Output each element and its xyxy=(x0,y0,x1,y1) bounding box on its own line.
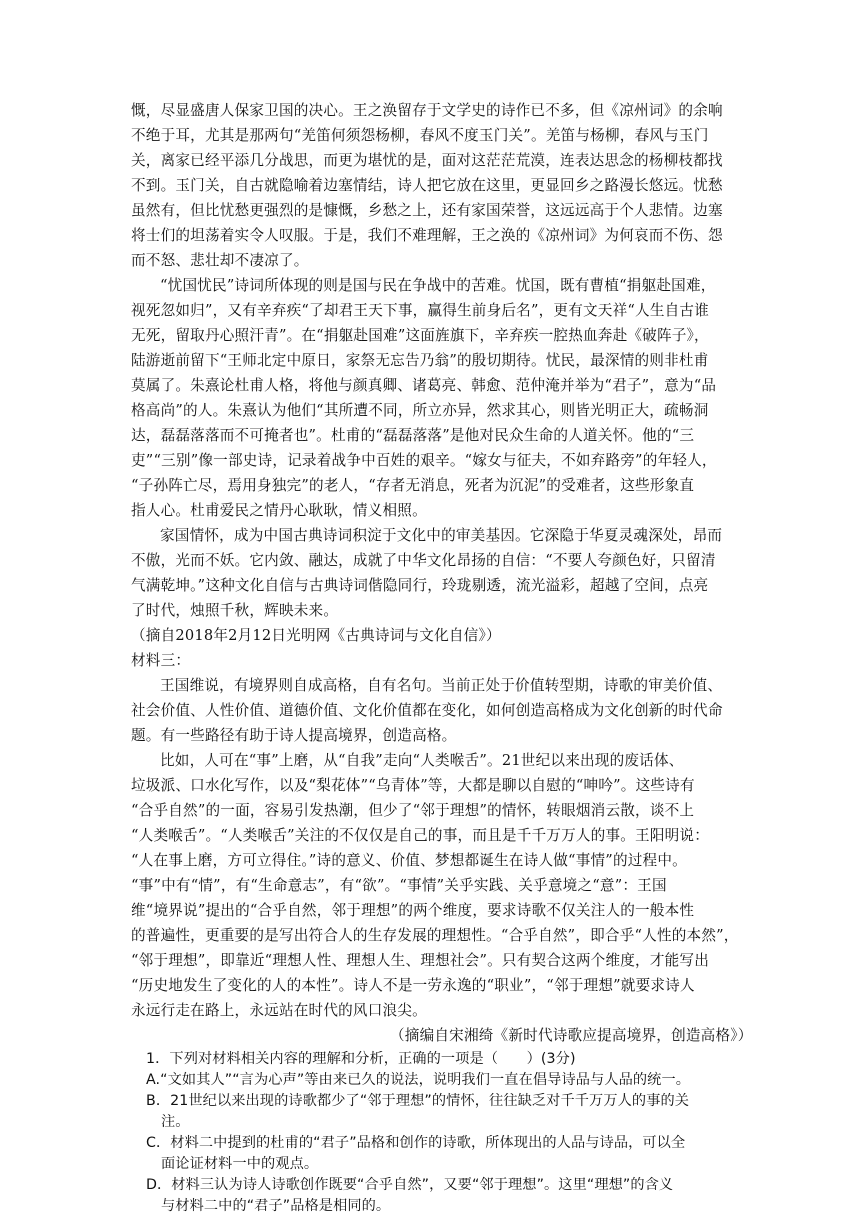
text-line: 无死，留取丹心照汗青”。在“捐躯赴国难”这面旌旗下，辛弃疾一腔热血奔赴《破阵子》， xyxy=(131,327,709,344)
text-line: “人类喉舌”。“人类喉舌”关注的不仅仅是自己的事，而且是千千万万人的事。王阳明说： xyxy=(131,827,710,844)
option-c-continued: 面论证材料一中的观点。 xyxy=(161,1156,319,1172)
text-line: 气满乾坤。”这种文化自信与古典诗词偕隐同行，玲珑剔透，流光溢彩，超越了空间，点亮 xyxy=(131,577,709,594)
option-d-continued: 与材料二中的“君子”品格是相同的。 xyxy=(161,1198,391,1214)
source-citation: （摘编自宋湘绮《新时代诗歌应提高境界，创造高格》） xyxy=(390,1027,753,1044)
option-a[interactable]: A.“文如其人”“言为心声”等由来已久的说法，说明我们一直在倡导诗品与人品的统一。 xyxy=(146,1072,691,1088)
text-line: “邻于理想”，即靠近“理想人性、理想人生、理想社会”。只有契合这两个维度，才能写出 xyxy=(131,952,710,969)
source-citation: （摘自2018年2月12日光明网《古典诗词与文化自信》） xyxy=(131,627,501,644)
text-line: 格高尚”的人。朱熹认为他们“其所遭不同，所立亦异，然求其心，则皆光明正大，疏畅洞 xyxy=(131,402,709,419)
text-line: 不傲，光而不妖。它内敛、融达，成就了中华文化昂扬的自信：“不要人夸颜色好，只留清 xyxy=(131,552,716,569)
text-line: 虽然有，但比忧愁更强烈的是慷慨，乡愁之上，还有家国荣誉，这远远高于个人悲情。边塞 xyxy=(131,202,723,219)
text-line: 了时代，烛照千秋，辉映未来。 xyxy=(131,602,339,619)
text-line: 题。有一些路径有助于诗人提高境界，创造高格。 xyxy=(131,727,457,744)
option-d[interactable]: D．材料三认为诗人诗歌创作既要“合乎自然”，又要“邻于理想”。这里“理想”的含义 xyxy=(146,1177,674,1193)
text-line: 莫属了。朱熹论杜甫人格，将他与颜真卿、诸葛亮、韩愈、范仲淹并举为“君子”，意为“品 xyxy=(131,377,717,394)
text-line: “人在事上磨，方可立得住。”诗的意义、价值、梦想都诞生在诗人做“事情”的过程中。 xyxy=(131,852,687,869)
text-line: 的普遍性，更重要的是写出符合人的生存发展的理想性。“合乎自然”，即合乎“人性的本然”， xyxy=(131,927,739,944)
option-b[interactable]: B．21世纪以来出现的诗歌都少了“邻于理想”的情怀，往往缺乏对千千万万人的事的关 xyxy=(146,1093,690,1109)
text-line: “事”中有“情”，有“生命意志”，有“欲”。“事情”关乎实践、关乎意境之“意”：王国 xyxy=(131,877,667,894)
text-line: 垃圾派、口水化写作，以及“梨花体”“乌青体”等，大都是聊以自慰的“呻吟”。这些诗有 xyxy=(131,777,695,794)
text-line: “合乎自然”的一面，容易引发热潮，但少了“邻于理想”的情怀，转眼烟消云散，谈不上 xyxy=(131,802,695,819)
text-line: 不绝于耳，尤其是那两句“羌笛何须怨杨柳，春风不度玉门关”。羌笛与杨柳，春风与玉门 xyxy=(131,127,709,144)
text-line: 指人心。杜甫爱民之情丹心耿耿，情义相照。 xyxy=(131,502,427,519)
text-line: 达，磊磊落落而不可掩者也”。杜甫的“磊磊落落”是他对民众生命的人道关怀。他的“三 xyxy=(131,427,695,444)
section-heading: 材料三： xyxy=(131,652,191,669)
text-line: 不到。玉门关，自古就隐喻着边塞情结，诗人把它放在这里，更显回乡之路漫长悠远。忧愁 xyxy=(131,177,723,194)
text-line: 慨，尽显盛唐人保家卫国的决心。王之涣留存于文学史的诗作已不多，但《凉州词》的余响 xyxy=(131,102,723,119)
paragraph-start: “忧国忧民”诗词所体现的则是国与民在争战中的苦难。忧国，既有曹植“捐躯赴国难， xyxy=(160,277,716,294)
text-line: 视死忽如归”，又有辛弃疾“了却君王天下事，赢得生前身后名”，更有文天祥“人生自古谁 xyxy=(131,302,710,319)
text-line: “历史地发生了变化的人的本性”。诗人不是一劳永逸的“职业”，“邻于理想”就要求诗人 xyxy=(131,977,695,994)
text-line: 吏”“三别”像一部史诗，记录着战争中百姓的艰辛。“嫁女与征夫，不如弃路旁”的年轻人， xyxy=(131,452,717,469)
paragraph-start: 王国维说，有境界则自成高格，自有名句。当前正处于价值转型期，诗歌的审美价值、 xyxy=(160,677,723,694)
text-line: 社会价值、人性价值、道德价值、文化价值都在变化，如何创造高格成为文化创新的时代命 xyxy=(131,702,723,719)
paragraph-start: 比如，人可在“事”上磨，从“自我”走向“人类喉舌”。21世纪以来出现的废话体、 xyxy=(160,752,684,769)
paragraph-start: 家国情怀，成为中国古典诗词积淀于文化中的审美基因。它深隐于华夏灵魂深处，昂而 xyxy=(160,527,723,544)
option-b-continued: 注。 xyxy=(161,1114,190,1130)
question-stem: 1．下列对材料相关内容的理解和分析，正确的一项是（ ）(3分) xyxy=(146,1051,576,1067)
text-line: 将士们的坦荡着实令人叹服。于是，我们不难理解，王之涣的《凉州词》为何哀而不伤、怨 xyxy=(131,227,723,244)
text-line: “子孙阵亡尽，焉用身独完”的老人，“存者无消息，死者为沉泥”的受难者，这些形象直 xyxy=(131,477,695,494)
text-line: 而不怒、悲壮却不凄凉了。 xyxy=(131,252,309,269)
option-c[interactable]: C．材料二中提到的杜甫的“君子”品格和创作的诗歌，所体现出的人品与诗品，可以全 xyxy=(146,1135,686,1151)
text-line: 永远行走在路上，永远站在时代的风口浪尖。 xyxy=(131,1002,427,1019)
text-line: 关，离家已经平添几分战思，而更为堪忧的是，面对这茫茫荒漠，连表达思念的杨柳枝都找 xyxy=(131,152,723,169)
text-line: 维“境界说”提出的“合乎自然，邻于理想”的两个维度，要求诗歌不仅关注人的一般本性 xyxy=(131,902,695,919)
text-line: 陆游逝前留下“王师北定中原日，家祭无忘告乃翁”的殷切期待。忧民，最深情的则非杜甫 xyxy=(131,352,709,369)
